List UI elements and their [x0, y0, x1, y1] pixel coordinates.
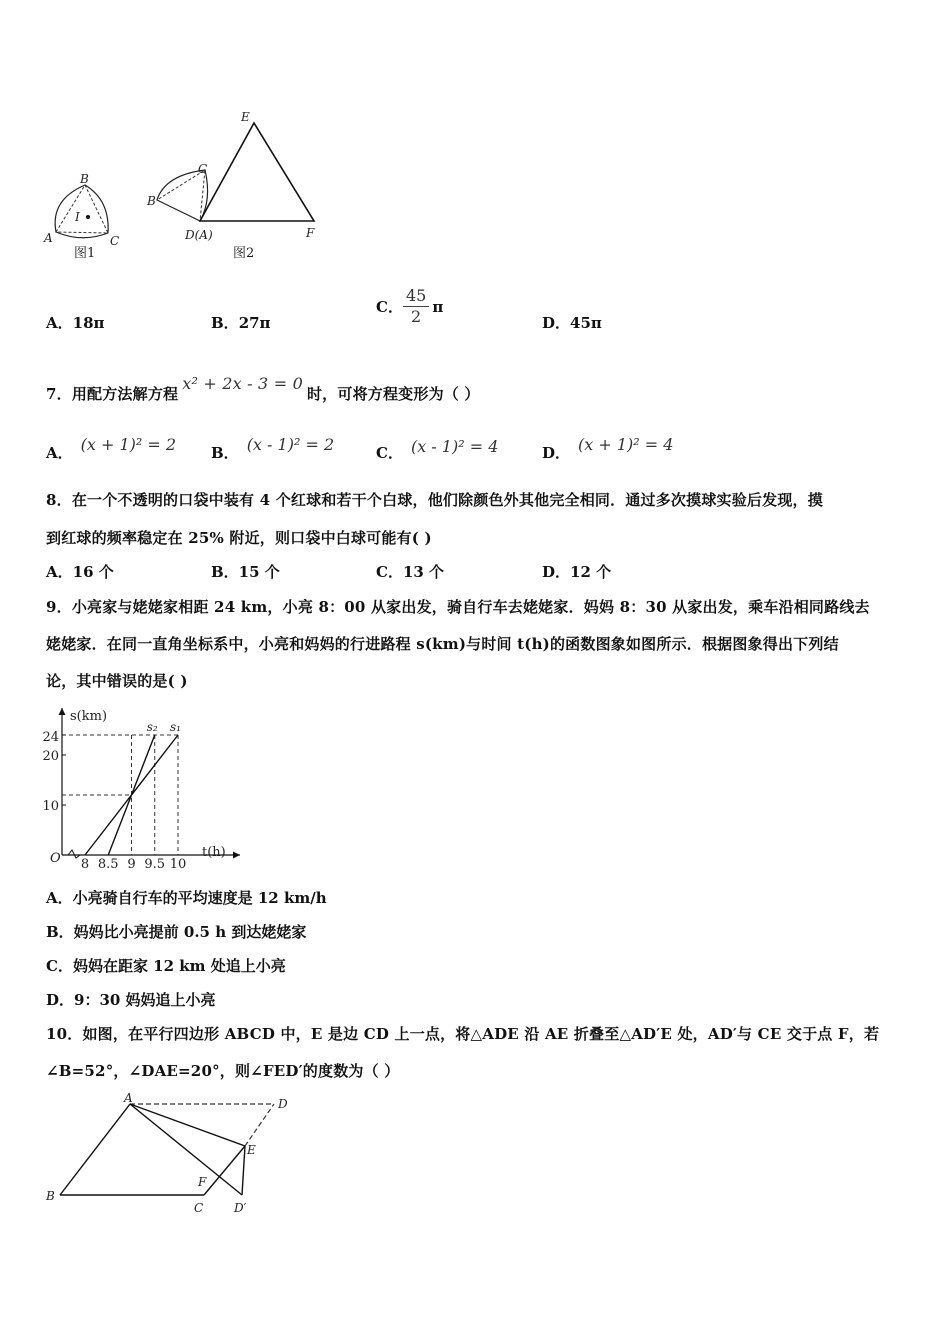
reuleaux-figure-2 — [146, 110, 315, 261]
x-tick-label: 10 — [169, 857, 187, 870]
q8-option-d: D．12 个 — [542, 563, 612, 581]
q9-option-a: A．小亮骑自行车的平均速度是 12 km/h — [46, 889, 327, 907]
q9-option-d: D．9：30 妈妈追上小亮 — [46, 991, 216, 1009]
q8-option-c: C．13 个 — [376, 563, 445, 581]
q9-line-3: 论，其中错误的是( ) — [46, 672, 188, 690]
fig1-point-i: I — [75, 210, 80, 224]
fig2-caption: 图2 — [233, 246, 255, 261]
q6-option-d: D．45π — [542, 314, 602, 332]
x-tick-label: 9.5 — [144, 857, 166, 870]
q8-line-2: 到红球的频率稳定在 25% 附近，则口袋中白球可能有( ) — [46, 529, 432, 547]
q10-point-d: D — [278, 1097, 288, 1111]
q8-line-1: 8．在一个不透明的口袋中装有 4 个红球和若干个白球，他们除颜色外其他完全相同．通过多次摸球实验后发现，摸 — [46, 491, 823, 509]
q6-option-a: A．18π — [46, 314, 105, 332]
fraction: $\frac{45}{2}$ — [403, 286, 429, 327]
fig2-point-d: D(A) — [185, 228, 213, 242]
q6-option-b: B．27π — [211, 314, 271, 332]
q10-point-f: F — [198, 1175, 207, 1189]
q10-point-b: B — [46, 1189, 55, 1203]
y-tick-label: 10 — [42, 799, 59, 814]
x-tick-label: 9 — [127, 857, 136, 870]
q7-option-d: D． (x + 1)² = 4 — [542, 435, 674, 462]
y-tick-label: 20 — [42, 749, 59, 764]
q6-option-c: C． $\frac{45}{2}$ π — [376, 286, 444, 326]
q10-point-a: A — [124, 1091, 133, 1105]
q10-line-1: 10．如图，在平行四边形 ABCD 中，E 是边 CD 上一点，将△ADE 沿 AE 折叠至△AD′E 处，AD′与 CE 交于点 F，若 — [46, 1025, 880, 1043]
q9-option-c: C．妈妈在距家 12 km 处追上小亮 — [46, 957, 286, 975]
x-tick-label: 8.5 — [97, 857, 119, 870]
q7-equation: x² + 2x - 3 = 0 — [182, 374, 303, 393]
fig1-caption: 图1 — [74, 246, 96, 261]
fig2-point-e: E — [241, 110, 250, 124]
q10-point-c: C — [194, 1201, 204, 1215]
q7-stem: 7．用配方法解方程x² + 2x - 3 = 0时，可将方程变形为（ ） — [46, 374, 480, 403]
series-label-2: s₂ — [146, 720, 158, 734]
y-axis-label: s(km) — [70, 709, 108, 724]
fig2-point-c: C — [198, 162, 208, 176]
q7-option-b: B． (x - 1)² = 2 — [211, 435, 335, 462]
x-axis-label: t(h) — [202, 845, 226, 860]
q10-parallelogram-figure — [40, 1088, 300, 1223]
fig2-point-b: B — [147, 194, 156, 208]
q7-option-a: A． (x + 1)² = 2 — [46, 435, 177, 462]
fig1-point-c: C — [110, 234, 120, 248]
fig1-point-a: A — [44, 231, 53, 245]
q10-point-e: E — [247, 1143, 256, 1157]
q8-option-b: B．15 个 — [211, 563, 280, 581]
q9-line-2: 姥姥家．在同一直角坐标系中，小亮和妈妈的行进路程 s(km)与时间 t(h)的函数图象如图所示．根据图象得出下列结 — [46, 635, 839, 653]
origin-label: O — [50, 851, 61, 866]
series-label-1: s₁ — [170, 720, 181, 734]
q8-option-a: A．16 个 — [46, 563, 114, 581]
q10-line-2: ∠B=52°，∠DAE=20°，则∠FED′的度数为（ ） — [46, 1062, 400, 1080]
q9-option-b: B．妈妈比小亮提前 0.5 h 到达姥姥家 — [46, 923, 307, 941]
q10-point-d-prime: D′ — [234, 1201, 247, 1215]
q9-line-1: 9．小亮家与姥姥家相距 24 km，小亮 8：00 从家出发，骑自行车去姥姥家．妈妈 8：30 从家出发，乘车沿相同路线去 — [46, 598, 870, 616]
y-tick-label: 24 — [42, 730, 59, 745]
x-tick-label: 8 — [80, 857, 90, 870]
q9-distance-time-chart — [40, 700, 250, 870]
q6-figure — [40, 105, 330, 265]
reuleaux-figure-1 — [43, 172, 119, 261]
fig2-point-f: F — [306, 226, 315, 240]
q7-option-c: C． (x - 1)² = 4 — [376, 437, 499, 462]
fig1-point-b: B — [80, 172, 89, 186]
